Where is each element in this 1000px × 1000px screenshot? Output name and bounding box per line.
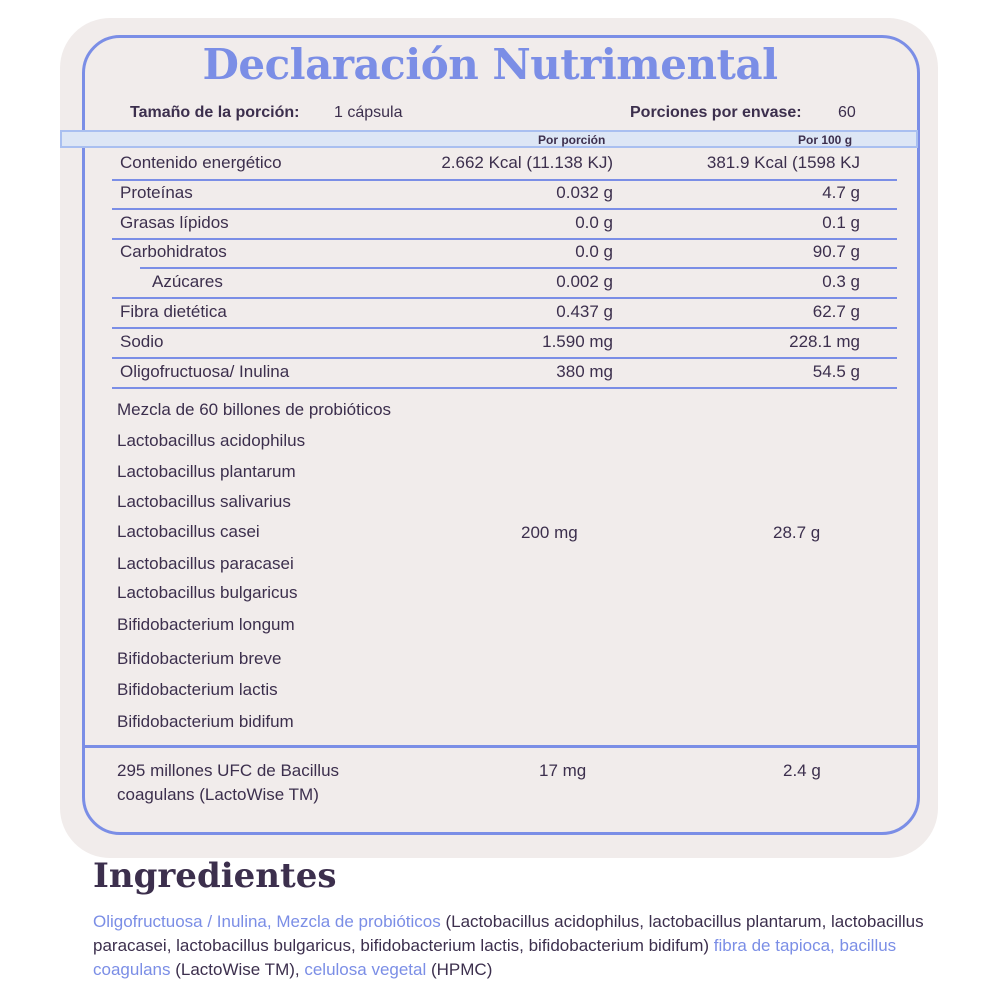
ingredients-detail: (HPMC)	[426, 960, 493, 979]
serving-size-label: Tamaño de la porción:	[130, 104, 300, 121]
ingredients-text	[93, 910, 933, 982]
ingredients-highlight: celulosa vegetal	[304, 960, 427, 979]
nutrient-name: Proteínas	[120, 183, 193, 202]
nutrient-per-serving: 0.032 g	[556, 183, 613, 202]
probiotics-per-serving: 200 mg	[521, 523, 578, 542]
nutrient-per-serving: 1.590 mg	[542, 332, 613, 351]
column-per-100g: Por 100 g	[798, 133, 853, 147]
probiotic-item: Bifidobacterium longum	[117, 615, 295, 634]
ingredients-title: Ingredientes	[93, 856, 337, 896]
nutrient-name: Grasas lípidos	[120, 213, 229, 232]
probiotic-item: Lactobacillus casei	[117, 522, 260, 541]
nutrient-per-100g: 381.9 Kcal (1598 KJ	[706, 153, 860, 172]
nutrient-name: Oligofructuosa/ Inulina	[120, 362, 290, 381]
servings-per-container-value: 60	[838, 104, 856, 121]
bacillus-line-2: coagulans (LactoWise TM)	[117, 785, 319, 804]
ingredients-detail: (Lactobacillus acidophilus, lactobacillus plantarum, lactobacillus paracasei, lactobacillus bulgaricus, bifidobacterium lactis, bifidobacterium bidifum)	[93, 912, 924, 955]
nutrient-per-100g: 4.7 g	[822, 183, 860, 202]
probiotic-item: Lactobacillus salivarius	[117, 492, 291, 511]
nutrient-per-100g: 0.3 g	[822, 272, 860, 291]
bacillus-per-100g: 2.4 g	[783, 761, 821, 780]
nutrient-per-100g: 228.1 mg	[789, 332, 860, 351]
row-divider	[112, 387, 897, 389]
ingredients-highlight: fibra de tapioca, bacillus coagulans	[93, 936, 897, 979]
section-divider	[82, 745, 920, 748]
nutrient-name: Sodio	[120, 332, 164, 351]
bacillus-line-1: 295 millones UFC de Bacillus	[117, 761, 340, 780]
table-row	[112, 238, 897, 268]
probiotic-item: Bifidobacterium breve	[117, 649, 282, 668]
probiotic-item: Lactobacillus bulgaricus	[117, 583, 298, 602]
table-row	[112, 209, 897, 239]
bacillus-per-serving: 17 mg	[539, 761, 587, 780]
ingredients-detail: (LactoWise TM),	[170, 960, 305, 979]
page-title: Declaración Nutrimental	[202, 40, 778, 89]
probiotic-item: Bifidobacterium bidifum	[117, 712, 294, 731]
probiotic-item: Lactobacillus plantarum	[117, 462, 296, 481]
nutrient-per-100g: 54.5 g	[812, 362, 860, 381]
serving-size-value: 1 cápsula	[334, 104, 403, 121]
table-row	[112, 179, 897, 209]
nutrient-per-serving: 0.0 g	[575, 242, 613, 261]
servings-per-container-label: Porciones por envase:	[630, 104, 802, 121]
nutrient-per-100g: 0.1 g	[822, 213, 860, 232]
column-per-serving: Por porción	[538, 133, 606, 147]
nutrient-per-100g: 90.7 g	[812, 242, 860, 261]
ingredients-highlight: Oligofructuosa / Inulina, Mezcla de probióticos	[93, 912, 441, 931]
nutrient-name: Carbohidratos	[120, 242, 227, 261]
nutrient-per-100g: 62.7 g	[812, 302, 860, 321]
table-row	[112, 149, 897, 179]
probiotic-item: Lactobacillus acidophilus	[117, 431, 306, 450]
column-header-band	[60, 130, 918, 148]
probiotic-item: Mezcla de 60 billones de probióticos	[117, 400, 392, 419]
probiotic-item: Bifidobacterium lactis	[117, 680, 278, 699]
nutrient-per-serving: 380 mg	[556, 362, 613, 381]
table-row	[112, 298, 897, 328]
nutrient-name: Azúcares	[152, 272, 223, 291]
probiotics-per-100g: 28.7 g	[773, 523, 821, 542]
probiotic-item: Lactobacillus paracasei	[117, 554, 294, 573]
table-row	[112, 358, 897, 388]
nutrient-name: Fibra dietética	[120, 302, 227, 321]
table-row	[112, 268, 897, 298]
nutrient-per-serving: 0.437 g	[556, 302, 613, 321]
nutrient-name: Contenido energético	[120, 153, 282, 172]
nutrient-per-serving: 0.002 g	[556, 272, 613, 291]
nutrient-per-serving: 0.0 g	[575, 213, 613, 232]
nutrient-per-serving: 2.662 Kcal (11.138 KJ)	[441, 153, 613, 172]
table-row	[112, 328, 897, 358]
